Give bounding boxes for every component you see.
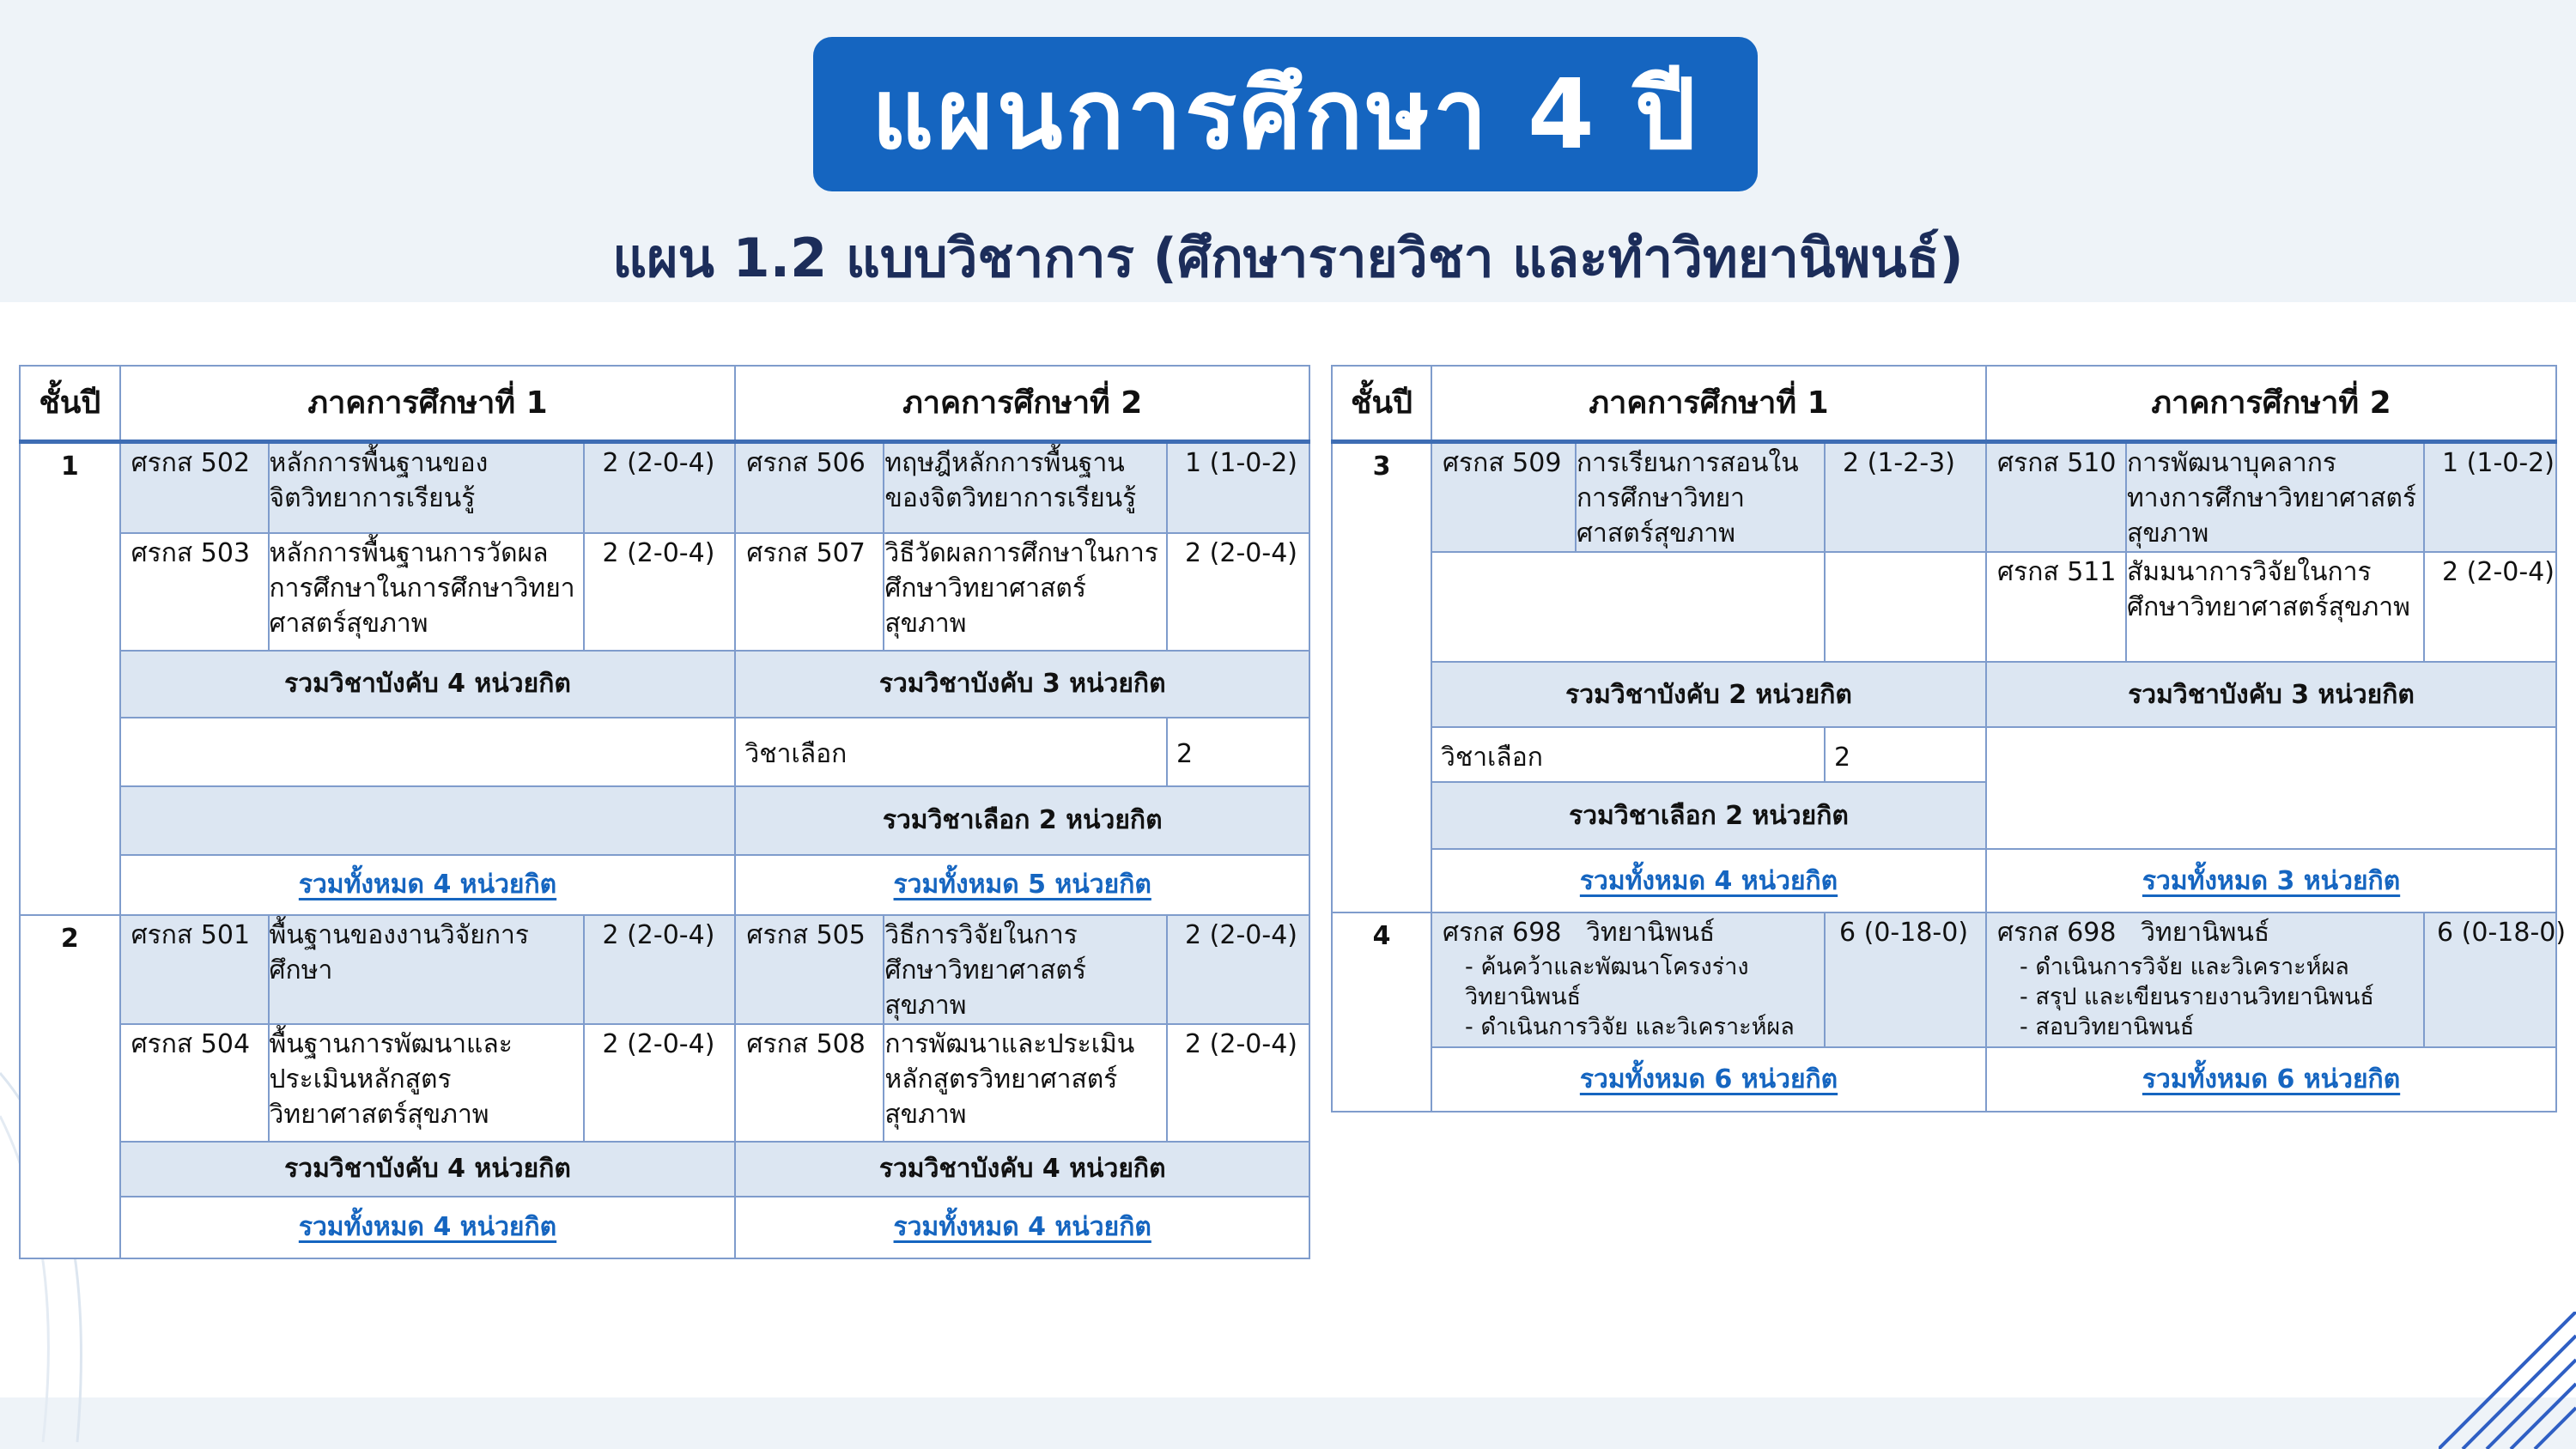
course-credit: 2 (2-0-4) — [1167, 1024, 1309, 1142]
thesis-cell — [1431, 912, 1825, 1047]
empty-cell — [1431, 552, 1825, 662]
list-item: - ดำเนินการวิจัย และวิเคราะห์ผล — [1465, 1012, 1824, 1042]
footer-band — [0, 1397, 2576, 1449]
table-row — [20, 1024, 1309, 1142]
course-code: ศรกส 503 — [120, 533, 269, 651]
course-name: การพัฒนาบุคลากรทางการศึกษาวิทยาศาสตร์สุขภาพ — [2126, 442, 2424, 553]
course-name: หลักการพื้นฐานการวัดผลการศึกษาในการศึกษาวิทยาศาสตร์สุขภาพ — [269, 533, 585, 651]
table-row — [1332, 662, 2556, 727]
list-item: - ดำเนินการวิจัย และวิเคราะห์ผล — [2020, 952, 2423, 982]
course-code: ศรกส 502 — [120, 442, 269, 533]
study-plan-table-years-3-4 — [1331, 365, 2567, 1113]
course-credit: 2 (2-0-4) — [584, 442, 735, 533]
col-header-sem2: ภาคการศึกษาที่ 2 — [1986, 366, 2556, 442]
course-code: ศรกส 510 — [1986, 442, 2126, 553]
table-header-row — [20, 366, 1309, 442]
course-name: การพัฒนาและประเมินหลักสูตรวิทยาศาสตร์สุขภาพ — [884, 1024, 1167, 1142]
year-label-2: 2 — [20, 915, 120, 1258]
total-credits: รวมทั้งหมด 6 หน่วยกิต — [1431, 1047, 1986, 1112]
elective-label: วิชาเลือก — [735, 718, 1167, 786]
thesis-task-list — [1443, 952, 1824, 1042]
required-credits-sum: รวมวิชาบังคับ 2 หน่วยกิต — [1431, 662, 1986, 727]
course-credit: 2 (2-0-4) — [584, 533, 735, 651]
empty-cell — [120, 718, 736, 786]
table-row — [20, 651, 1309, 718]
required-credits-sum: รวมวิชาบังคับ 4 หน่วยกิต — [120, 651, 736, 718]
course-code: ศรกส 506 — [735, 442, 884, 533]
list-item: - ค้นคว้าและพัฒนาโครงร่างวิทยานิพนธ์ — [1465, 952, 1824, 1012]
elective-label: วิชาเลือก — [1431, 727, 1825, 782]
table-row — [1332, 849, 2556, 912]
table-row — [20, 1142, 1309, 1197]
table-row — [20, 915, 1309, 1024]
course-credit: 2 (2-0-4) — [1167, 915, 1309, 1024]
course-name: วิธีการวิจัยในการศึกษาวิทยาศาสตร์สุขภาพ — [884, 915, 1167, 1024]
table-row — [1332, 552, 2556, 662]
list-item: - สรุป และเขียนรายงานวิทยานิพนธ์ — [2020, 982, 2423, 1012]
col-header-year: ชั้นปี — [1332, 366, 1431, 442]
course-name: ทฤษฎีหลักการพื้นฐานของจิตวิทยาการเรียนรู้ — [884, 442, 1167, 533]
page-title-banner — [813, 37, 1758, 191]
total-credits: รวมทั้งหมด 4 หน่วยกิต — [735, 1197, 1309, 1258]
page-subtitle: แผน 1.2 แบบวิชาการ (ศึกษารายวิชา และทำวิทยานิพนธ์) — [612, 227, 1964, 289]
total-credits: รวมทั้งหมด 4 หน่วยกิต — [120, 1197, 736, 1258]
list-item: - สอบวิทยานิพนธ์ — [2020, 1012, 2423, 1042]
course-name: สัมมนาการวิจัยในการศึกษาวิทยาศาสตร์สุขภาพ — [2126, 552, 2424, 662]
thesis-cell — [1986, 912, 2424, 1047]
course-code: ศรกส 511 — [1986, 552, 2126, 662]
course-credit: 2 (2-0-4) — [1167, 533, 1309, 651]
course-code: ศรกส 509 — [1431, 442, 1576, 553]
table-row — [20, 533, 1309, 651]
course-credit: 2 (1-2-3) — [1825, 442, 1986, 553]
col-header-sem1: ภาคการศึกษาที่ 1 — [120, 366, 736, 442]
decorative-stripes — [2439, 1312, 2576, 1449]
table-row — [20, 1197, 1309, 1258]
empty-cell — [1825, 552, 1986, 662]
course-credit: 6 (0-18-0) — [1825, 912, 1986, 1047]
course-credit: 2 (2-0-4) — [584, 1024, 735, 1142]
elective-credit: 2 — [1167, 718, 1309, 786]
course-credit: 6 (0-18-0) — [2424, 912, 2556, 1047]
table-row — [20, 718, 1309, 786]
elective-credits-sum: รวมวิชาเลือก 2 หน่วยกิต — [1431, 782, 1986, 849]
course-name: วิธีวัดผลการศึกษาในการศึกษาวิทยาศาสตร์สุขภาพ — [884, 533, 1167, 651]
table-row — [1332, 442, 2556, 553]
course-code: ศรกส 698 — [1997, 918, 2117, 948]
course-code: ศรกส 504 — [120, 1024, 269, 1142]
total-credits: รวมทั้งหมด 6 หน่วยกิต — [1986, 1047, 2556, 1112]
table-row — [20, 786, 1309, 855]
table-row — [20, 442, 1309, 533]
table-row — [1332, 1047, 2556, 1112]
total-credits: รวมทั้งหมด 4 หน่วยกิต — [1431, 849, 1986, 912]
elective-credit: 2 — [1825, 727, 1986, 782]
course-code: ศรกส 698 — [1443, 918, 1562, 948]
course-name: หลักการพื้นฐานของจิตวิทยาการเรียนรู้ — [269, 442, 585, 533]
course-code: ศรกส 507 — [735, 533, 884, 651]
col-header-sem1: ภาคการศึกษาที่ 1 — [1431, 366, 1986, 442]
course-code: ศรกส 505 — [735, 915, 884, 1024]
table-row — [1332, 912, 2556, 1047]
empty-cell — [120, 786, 736, 855]
course-credit: 1 (1-0-2) — [2424, 442, 2556, 553]
empty-cell — [1986, 727, 2556, 849]
study-plan-table-years-1-2 — [19, 365, 1310, 1259]
course-code: ศรกส 501 — [120, 915, 269, 1024]
col-header-year: ชั้นปี — [20, 366, 120, 442]
course-credit: 2 (2-0-4) — [584, 915, 735, 1024]
course-name: พื้นฐานของงานวิจัยการศึกษา — [269, 915, 585, 1024]
table-row — [1332, 727, 2556, 782]
total-credits: รวมทั้งหมด 5 หน่วยกิต — [735, 855, 1309, 915]
course-credit: 2 (2-0-4) — [2424, 552, 2556, 662]
required-credits-sum: รวมวิชาบังคับ 3 หน่วยกิต — [735, 651, 1309, 718]
page-title: แผนการศึกษา 4 ปี — [872, 59, 1699, 171]
required-credits-sum: รวมวิชาบังคับ 4 หน่วยกิต — [735, 1142, 1309, 1197]
required-credits-sum: รวมวิชาบังคับ 4 หน่วยกิต — [120, 1142, 736, 1197]
year-label-3: 3 — [1332, 442, 1431, 913]
course-name: วิทยานิพนธ์ — [2141, 918, 2270, 948]
elective-credits-sum: รวมวิชาเลือก 2 หน่วยกิต — [735, 786, 1309, 855]
table-header-row — [1332, 366, 2556, 442]
course-name: การเรียนการสอนในการศึกษาวิทยาศาสตร์สุขภาพ — [1576, 442, 1825, 553]
required-credits-sum: รวมวิชาบังคับ 3 หน่วยกิต — [1986, 662, 2556, 727]
course-credit: 1 (1-0-2) — [1167, 442, 1309, 533]
col-header-sem2: ภาคการศึกษาที่ 2 — [735, 366, 1309, 442]
year-label-4: 4 — [1332, 912, 1431, 1112]
thesis-task-list — [1997, 952, 2423, 1042]
total-credits: รวมทั้งหมด 3 หน่วยกิต — [1986, 849, 2556, 912]
course-code: ศรกส 508 — [735, 1024, 884, 1142]
total-credits: รวมทั้งหมด 4 หน่วยกิต — [120, 855, 736, 915]
course-name: พื้นฐานการพัฒนาและประเมินหลักสูตรวิทยาศาสตร์สุขภาพ — [269, 1024, 585, 1142]
table-row — [20, 855, 1309, 915]
course-name: วิทยานิพนธ์ — [1586, 918, 1716, 948]
year-label-1: 1 — [20, 442, 120, 915]
